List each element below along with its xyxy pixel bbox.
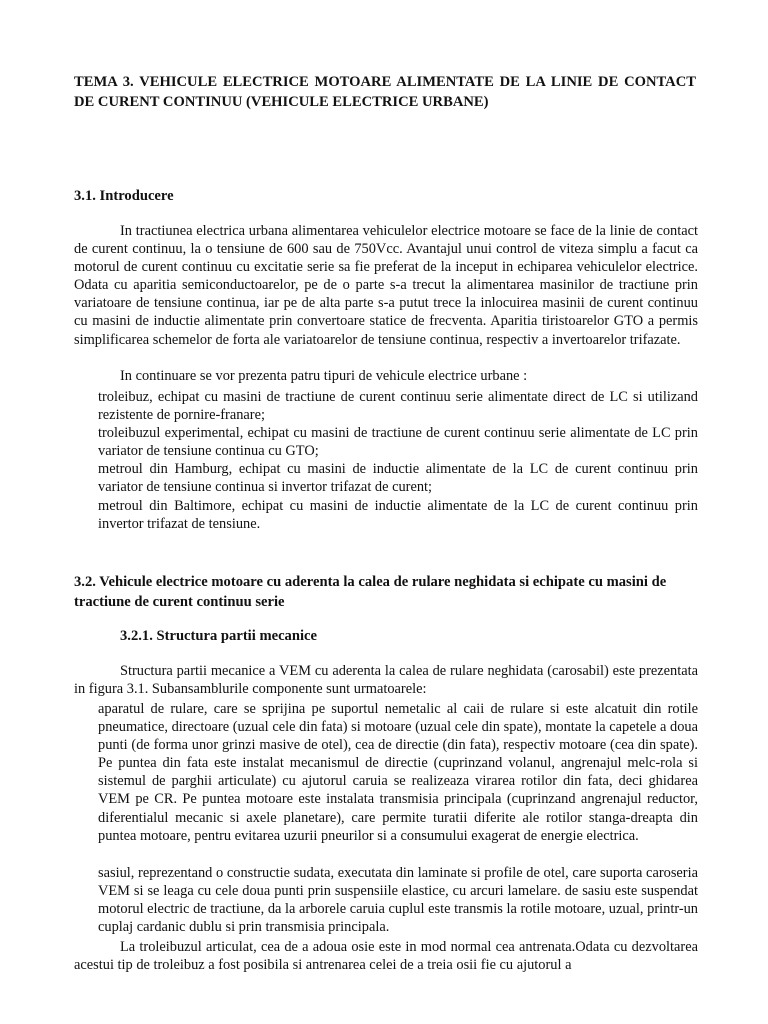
paragraph-articulated-trolleybus: La troleibuzul articulat, cea de a adoua osie este in mod normal cea antrenata.Odata cu dezvoltarea acestui tip de troleibuz a fost posibila si antrenarea celei de a treia osii fie cu ajutorul a	[74, 939, 698, 974]
paragraph-list-intro: In continuare se vor prezenta patru tipuri de vehicule electrice urbane :	[120, 368, 528, 384]
paragraph-introduction: In tractiunea electrica urbana alimentarea vehiculelor electrice motoare se face de la linie de contact de curent continuu, la o tensiune de 600 sau de 750Vcc. Avantajul unui control de viteza simplu a facut ca motorul de curent continuu cu excitatie serie sa fie preferat de la inceput in echiparea vehiculelor electrice. Odata cu aparitia semiconductoarelor, pe de o parte s-a trecut la alimentarea masinilor de tractiune prin variatoare de tensiune continua, iar pe de alta parte s-a putut trece la inlocuirea masinii de curent continuu cu masini de inductie alimentate prin convertoare statice de frecventa. Aparitia tiristoarelor GTO a permis simplificarea schemelor de forta ale variatoarelor de tensiune continua, respectiv a invertoarelor trifazate.	[74, 223, 698, 348]
list-item: sasiul, reprezentand o constructie sudata, executata din laminate si profile de otel, care suporta caroseria VEM si se leaga cu cele doua punti prin suspensiile elastice, cu arcuri lamelare. de sasiu este suspendat motorul electric de tractiune, da la arborele caruia cuplul este transmis la rotile motoare, uzual, printr-un cuplaj cardanic dublu si prin transmisia principala.	[98, 865, 698, 936]
subsection-heading-3-2-1: 3.2.1. Structura partii mecanice	[120, 628, 317, 644]
document-title: TEMA 3. VEHICULE ELECTRICE MOTOARE ALIMENTATE DE LA LINIE DE CONTACT DE CURENT CONTINUU (VEHICULE ELECTRICE URBANE)	[74, 74, 696, 110]
section-heading-3-2: 3.2. Vehicule electrice motoare cu aderenta la calea de rulare neghidata si echipate cu masini de tractiune de curent continuu serie	[74, 574, 667, 610]
section-heading-3-1: 3.1. Introducere	[74, 188, 174, 204]
list-item: aparatul de rulare, care se sprijina pe suportul nemetalic al caii de rulare si este alcatuit din rotile pneumatice, directoare (uzual cele din fata) si motoare (uzual cele din spate), montate la capetele a doua punti (de forma unor grinzi masive de otel), cea de directie (din fata), respectiv motoare (cea din spate). Pe puntea din fata este instalat mecanismul de directie (cuprinzand volanul, angrenajul melc-rola si sistemul de parghii articulate) cu ajutorul caruia se realizeaza virarea rotilor din fata, deci ghidarea VEM pe CR. Pe puntea motoare este instalata transmisia principala (cuprinzand angrenajul reductor, diferentialul mecanic si axele planetare), care permite turatii diferite ale rotilor stanga-dreapta din puntea motoare, pentru evitarea uzurii pneurilor si a consumului exagerat de energie electrica.	[98, 701, 698, 844]
paragraph-structure-intro: Structura partii mecanice a VEM cu aderenta la calea de rulare neghidata (carosabil) este prezentata in figura 3.1. Subansamblurile componente sunt urmatoarele:	[74, 663, 698, 698]
list-item: metroul din Baltimore, echipat cu masini de inductie alimentate de la LC de curent continuu prin invertor trifazat de tensiune.	[98, 498, 698, 533]
list-item: metroul din Hamburg, echipat cu masini de inductie alimentate de la LC de curent continuu prin variator de tensiune continua si invertor trifazat de curent;	[98, 461, 698, 496]
list-item: troleibuzul experimental, echipat cu masini de tractiune de curent continuu serie alimentate de LC prin variator de tensiune continua cu GTO;	[98, 425, 698, 460]
list-item: troleibuz, echipat cu masini de tractiune de curent continuu serie alimentate direct de LC si utilizand rezistente de pornire-franare;	[98, 389, 698, 424]
